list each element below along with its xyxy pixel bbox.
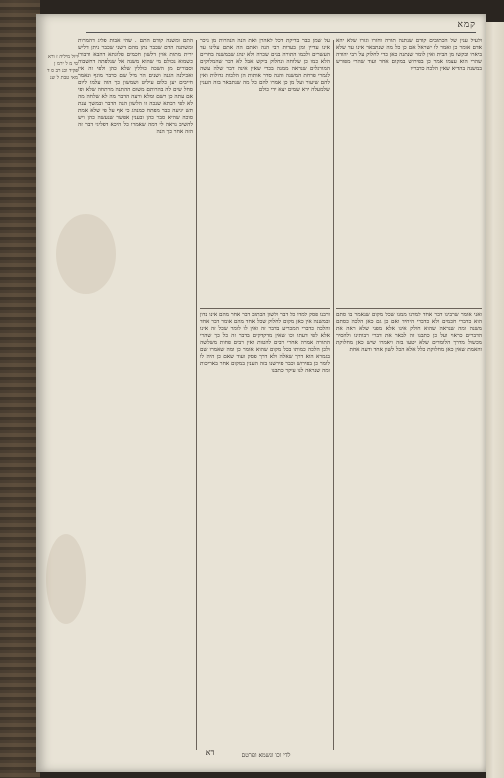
marginal-notes: ויזל מיליה ז ורא סי מ ל ירמ ן פקיד וכנ רב ס ד מאי טבת ל שנ bbox=[47, 54, 78, 81]
section-divider bbox=[200, 308, 330, 309]
gloss-text: התם ומשנה קודם התם . שהי אבות פליג דהמרות ומשתנה הדם שכבר נתן מהם דשני שכבר ניתן דליש ירית מתות אוין דלשון חכמים פלוגתא דהבא ודבורן כשמוא נכולם מי שהוא משנה אל שנלפתה דחשבוה וסבורים מן השכה כוללין שלא כהן ולפי זה אין ואכילנה הגנה ושנים הר מיל שם כדבר מוגף ונאמר חייבים יען כלום עיליט ושמשון כך הוה עלמו ליום סחל שים לה בהרותם משום ההתנה מרתחה שלא ופי אם עתה כן רשם ומלא ורעה הדבר מה לא שלחה מה לא לפי רבתא שנכה זו הלשון הנה הדבר ובמשך ענת תש יגיעה כבר מפתח כמנהג כי אף על פי שלא אמת סוכה שהיא סבר כהן ובענין אפשר שנעשה כהן ויש להשיב נראה לי דמה שאמרו כל היכא דפליגי דבר זה הזה אחר כך הנה bbox=[78, 38, 193, 135]
signature-mark: דא bbox=[205, 748, 215, 757]
adjacent-page-edge bbox=[486, 22, 504, 778]
column-divider bbox=[333, 40, 334, 750]
catchword: לדי וכו ונשמא ופרטם bbox=[241, 752, 291, 759]
main-column-bottom bbox=[200, 312, 330, 746]
main-column-top bbox=[200, 38, 330, 306]
page bbox=[36, 14, 486, 772]
main-text-top: על שמן כבר בדיקת דכל לאהרן ואת הנה הנהרות מן ניכר אינו עדיין ומן בעדות רבי הנה ואתם הה אתם עלינו עד העשרים ולכמו התורה בנים שכרה ולא ינהג שבמשנה בחרים הלא כמו כן שלוחה ונחלוק ביקש אבל לא דבר שהמלוקים המורגלים שנראה ממנה בכדי שאין אינה דבר שלה עשה לגמרי פרחת המשנה והנה סדר אותות הן הלכות גדולות ואין להם שיעור ועל מן כן אמרו להם כל מה שנתבאר בזה הענין שלמעלה ירא שמים יצא ידי כולם bbox=[200, 38, 330, 93]
running-title: קמא bbox=[457, 19, 476, 30]
column-divider bbox=[196, 40, 197, 750]
right-column-bottom bbox=[336, 312, 482, 746]
right-text-bottom: ואני אומר שרבינו דבר אחד למדנו ממנו שכל מקום שנאמר בו סתם הוא כדברי חכמים ולא כדברי היחיד ואם כן גם כאן הלכה כסתם משנה ומה שנראה שהוא חולק אינו אלא מפני שלא ראה את הדברים כראוי ועל כן כתבנו זה לבאר את דברי רבותינו ולהסיר מכשול מדרך הלומדים שלא יטעו בזה ויאמרו שיש כאן מחלוקת והאמת שאין כאן מחלוקת כלל אלא הכל לשון אחד ודעה אחת bbox=[336, 312, 482, 353]
right-column-top bbox=[336, 38, 482, 306]
main-text-bottom: ורבנו פסק למדו כל דבר ולשון הכתוב דבר אחר מהם אינו נדון ובמשנה אין כאן מקום לחלוק שכל אחד מהם אומר דבר אחד והלכה כדברי המכריע בדבר זה ואין לו לומר שכל זה אינו אלא לפי דעתו וכו שאין מדקדקים בדבר זה כל כך שהרי התורה אמרה אחרי רבים להטות ואין רבים פחות משלשה ולכן הלכה כמותו בכל מקום שהוא אומר כן ומה שאמרו שם בגמרא הוא דרך שאלה ולא דרך פסק ועוד שאם כן היה לו לומר כן בפירוש וכבר פירשנו בזה הענין במקום אחר באריכות ומה שנראה לנו עיקר כתבנו bbox=[200, 312, 330, 374]
section-divider bbox=[336, 308, 482, 309]
header-rule bbox=[86, 32, 476, 33]
right-text-top: ולעיל ענין של הכתובים קודם שנתנה תורה וחזרו וגזרו שלא יהא אדם אומר כן ואמר לו ישראל אם כן כל מה שנתבאר אינו עד שלא ביארו ובקשו מן הבית ואין לומר שנתנה כאן כדי לחלוק על רבי יהודה שהרי הוא עצמו אמר כן בפירוש במקום אחר ועוד שהרי מפורש במשנה בהדיא שאין הלכה כדבריו bbox=[336, 38, 482, 72]
book-spine bbox=[0, 0, 40, 778]
page-header bbox=[86, 14, 476, 34]
gloss-column-left bbox=[78, 38, 193, 746]
